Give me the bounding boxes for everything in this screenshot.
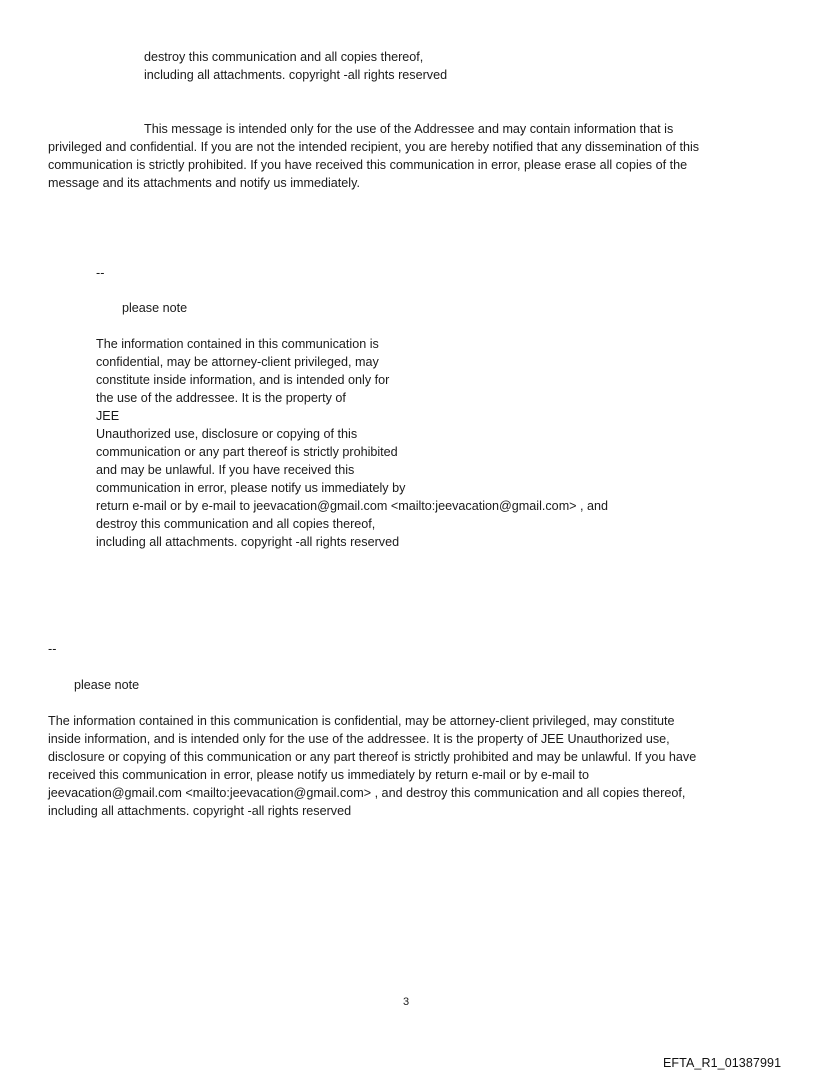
text-line: communication in error, please notify us immediately by bbox=[96, 481, 406, 495]
please-note-label: please note bbox=[74, 678, 140, 692]
text-line: the use of the addressee. It is the property of bbox=[96, 391, 346, 405]
please-note-label: please note bbox=[122, 301, 188, 315]
separator: -- bbox=[48, 642, 57, 656]
text-line: disclosure or copying of this communication or any part thereof is strictly prohibited and may be unlawful. If you have bbox=[48, 750, 697, 764]
text-line: constitute inside information, and is intended only for bbox=[96, 373, 390, 387]
text-line: The information contained in this communication is confidential, may be attorney-client privileged, may constitute bbox=[48, 714, 675, 728]
text-line: received this communication in error, please notify us immediately by return e-mail or by e-mail to bbox=[48, 768, 590, 782]
text-line: communication is strictly prohibited. If you have received this communication in error, please erase all copies of the bbox=[48, 158, 688, 172]
text-line: including all attachments. copyright -all rights reserved bbox=[48, 804, 352, 818]
text-line: destroy this communication and all copies thereof, bbox=[144, 50, 424, 64]
text-line: message and its attachments and notify us immediately. bbox=[48, 176, 360, 190]
document-id: EFTA_R1_01387991 bbox=[663, 1056, 782, 1070]
page-number: 3 bbox=[403, 996, 410, 1008]
separator: -- bbox=[96, 266, 105, 280]
text-line: destroy this communication and all copies thereof, bbox=[96, 517, 376, 531]
text-line: Unauthorized use, disclosure or copying of this bbox=[96, 427, 358, 441]
text-line: confidential, may be attorney-client privileged, may bbox=[96, 355, 379, 369]
text-line: return e-mail or by e-mail to jeevacation@gmail.com <mailto:jeevacation@gmail.com> , and bbox=[96, 499, 609, 513]
text-line: The information contained in this communication is bbox=[96, 337, 379, 351]
text-line: privileged and confidential. If you are not the intended recipient, you are hereby notified that any dissemination of this bbox=[48, 140, 700, 154]
text-line: JEE bbox=[96, 409, 120, 423]
text-line: jeevacation@gmail.com <mailto:jeevacation@gmail.com> , and destroy this communication and all copies thereof, bbox=[48, 786, 686, 800]
text-line: and may be unlawful. If you have received this bbox=[96, 463, 355, 477]
text-line: This message is intended only for the use of the Addressee and may contain information that is bbox=[144, 122, 674, 136]
text-line: including all attachments. copyright -all rights reserved bbox=[144, 68, 448, 82]
text-line: including all attachments. copyright -all rights reserved bbox=[96, 535, 400, 549]
text-line: inside information, and is intended only for the use of the addressee. It is the property of JEE Unauthorized use, bbox=[48, 732, 670, 746]
text-line: communication or any part thereof is strictly prohibited bbox=[96, 445, 398, 459]
